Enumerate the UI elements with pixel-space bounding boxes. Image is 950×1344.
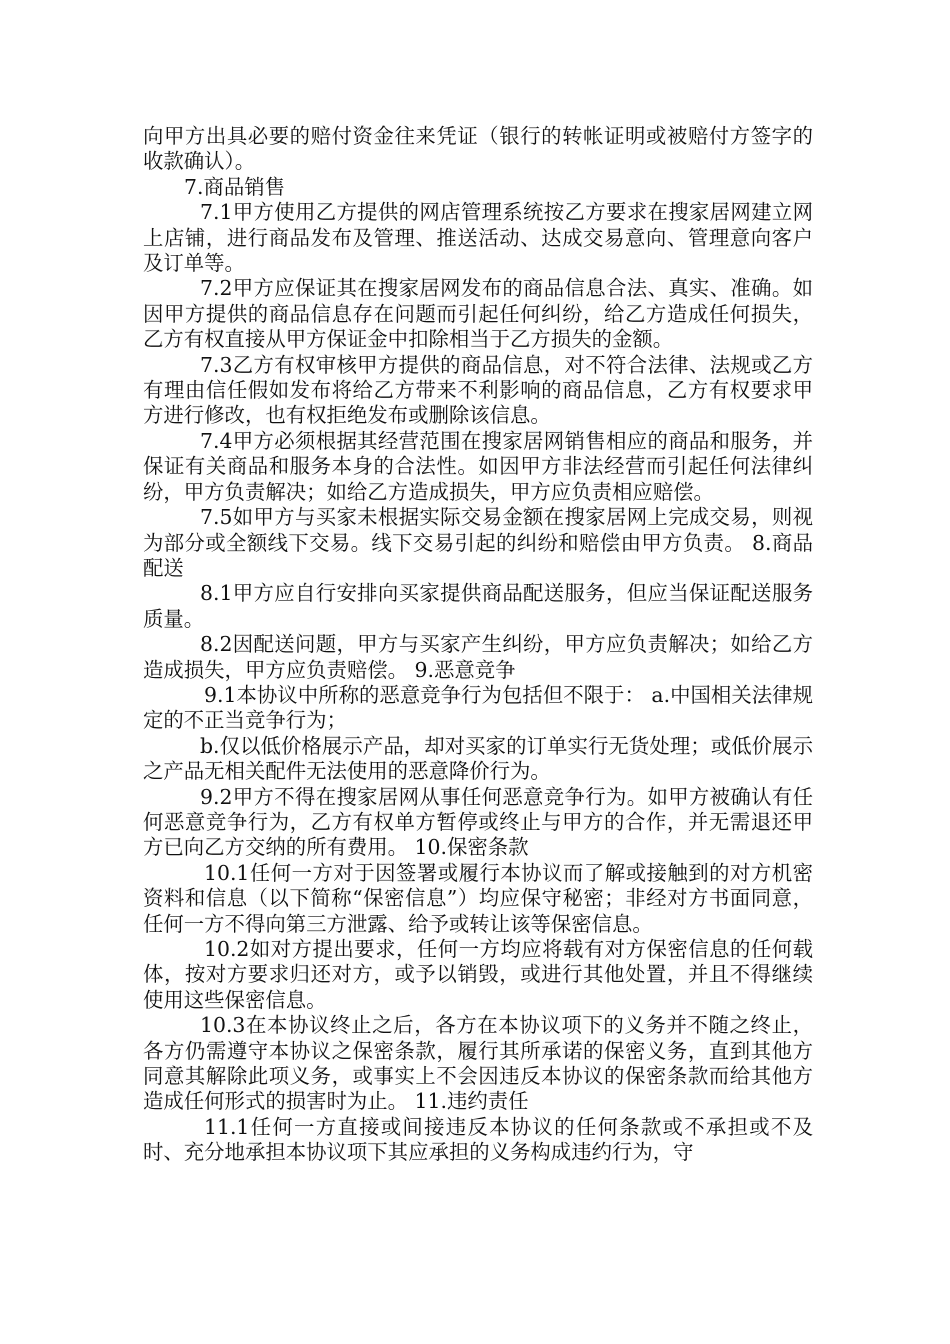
paragraph: 10.3在本协议终止之后，各方在本协议项下的义务并不随之终止，各方仍需遵守本协议之保密条款，履行其所承诺的保密义务，直到其他方同意其解除此项义务，或事实上不会因违反本协议的保密条款而给其他方造成任何形式的损害时为止。 11.违约责任	[143, 1013, 813, 1114]
paragraph: 7.2甲方应保证其在搜家居网发布的商品信息合法、真实、准确。如因甲方提供的商品信息存在问题而引起任何纠纷，给乙方造成任何损失，乙方有权直接从甲方保证金中扣除相当于乙方损失的金额。	[143, 276, 813, 352]
paragraph: 11.1任何一方直接或间接违反本协议的任何条款或不承担或不及时、充分地承担本协议项下其应承担的义务构成违约行为，守	[143, 1114, 813, 1165]
paragraph: 7.3乙方有权审核甲方提供的商品信息，对不符合法律、法规或乙方有理由信任假如发布将给乙方带来不利影响的商品信息，乙方有权要求甲方进行修改，也有权拒绝发布或删除该信息。	[143, 352, 813, 428]
paragraph: 10.1任何一方对于因签署或履行本协议而了解或接触到的对方机密资料和信息（以下简称“保密信息”）均应保守秘密；非经对方书面同意，任何一方不得向第三方泄露、给予或转让该等保密信息。	[143, 860, 813, 936]
paragraph: 8.1甲方应自行安排向买家提供商品配送服务，但应当保证配送服务质量。	[143, 581, 813, 631]
document-body	[143, 124, 813, 1166]
paragraph: 10.2如对方提出要求，任何一方均应将载有对方保密信息的任何载体，按对方要求归还对方，或予以销毁，或进行其他处置，并且不得继续使用这些保密信息。	[143, 937, 813, 1012]
paragraph: 9.2甲方不得在搜家居网从事任何恶意竞争行为。如甲方被确认有任何恶意竞争行为，乙方有权单方暂停或终止与甲方的合作，并无需退还甲方已向乙方交纳的所有费用。 10.保密条款	[143, 784, 813, 860]
paragraph: b.仅以低价格展示产品，却对买家的订单实行无货处理；或低价展示之产品无相关配件无法使用的恶意降价行为。	[143, 733, 813, 784]
paragraph: 7.5如甲方与买家未根据实际交易金额在搜家居网上完成交易，则视为部分或全额线下交易。线下交易引起的纠纷和赔偿由甲方负责。 8.商品配送	[143, 505, 813, 580]
paragraph: 9.1本协议中所称的恶意竞争行为包括但不限于： a.中国相关法律规定的不正当竞争行为；	[143, 682, 813, 733]
section-heading: 7.商品销售	[184, 174, 286, 199]
paragraph: 7.4甲方必须根据其经营范围在搜家居网销售相应的商品和服务，并保证有关商品和服务本身的合法性。如因甲方非法经营而引起任何法律纠纷，甲方负责解决；如给乙方造成损失，甲方应负责相应赔偿。	[143, 428, 813, 504]
paragraph: 8.2因配送问题，甲方与买家产生纠纷，甲方应负责解决；如给乙方造成损失，甲方应负责赔偿。 9.恶意竞争	[143, 632, 813, 682]
paragraph: 向甲方出具必要的赔付资金往来凭证（银行的转帐证明或被赔付方签字的收款确认）。	[143, 124, 813, 174]
paragraph: 7.1甲方使用乙方提供的网店管理系统按乙方要求在搜家居网建立网上店铺，进行商品发布及管理、推送活动、达成交易意向、管理意向客户及订单等。	[143, 200, 813, 276]
